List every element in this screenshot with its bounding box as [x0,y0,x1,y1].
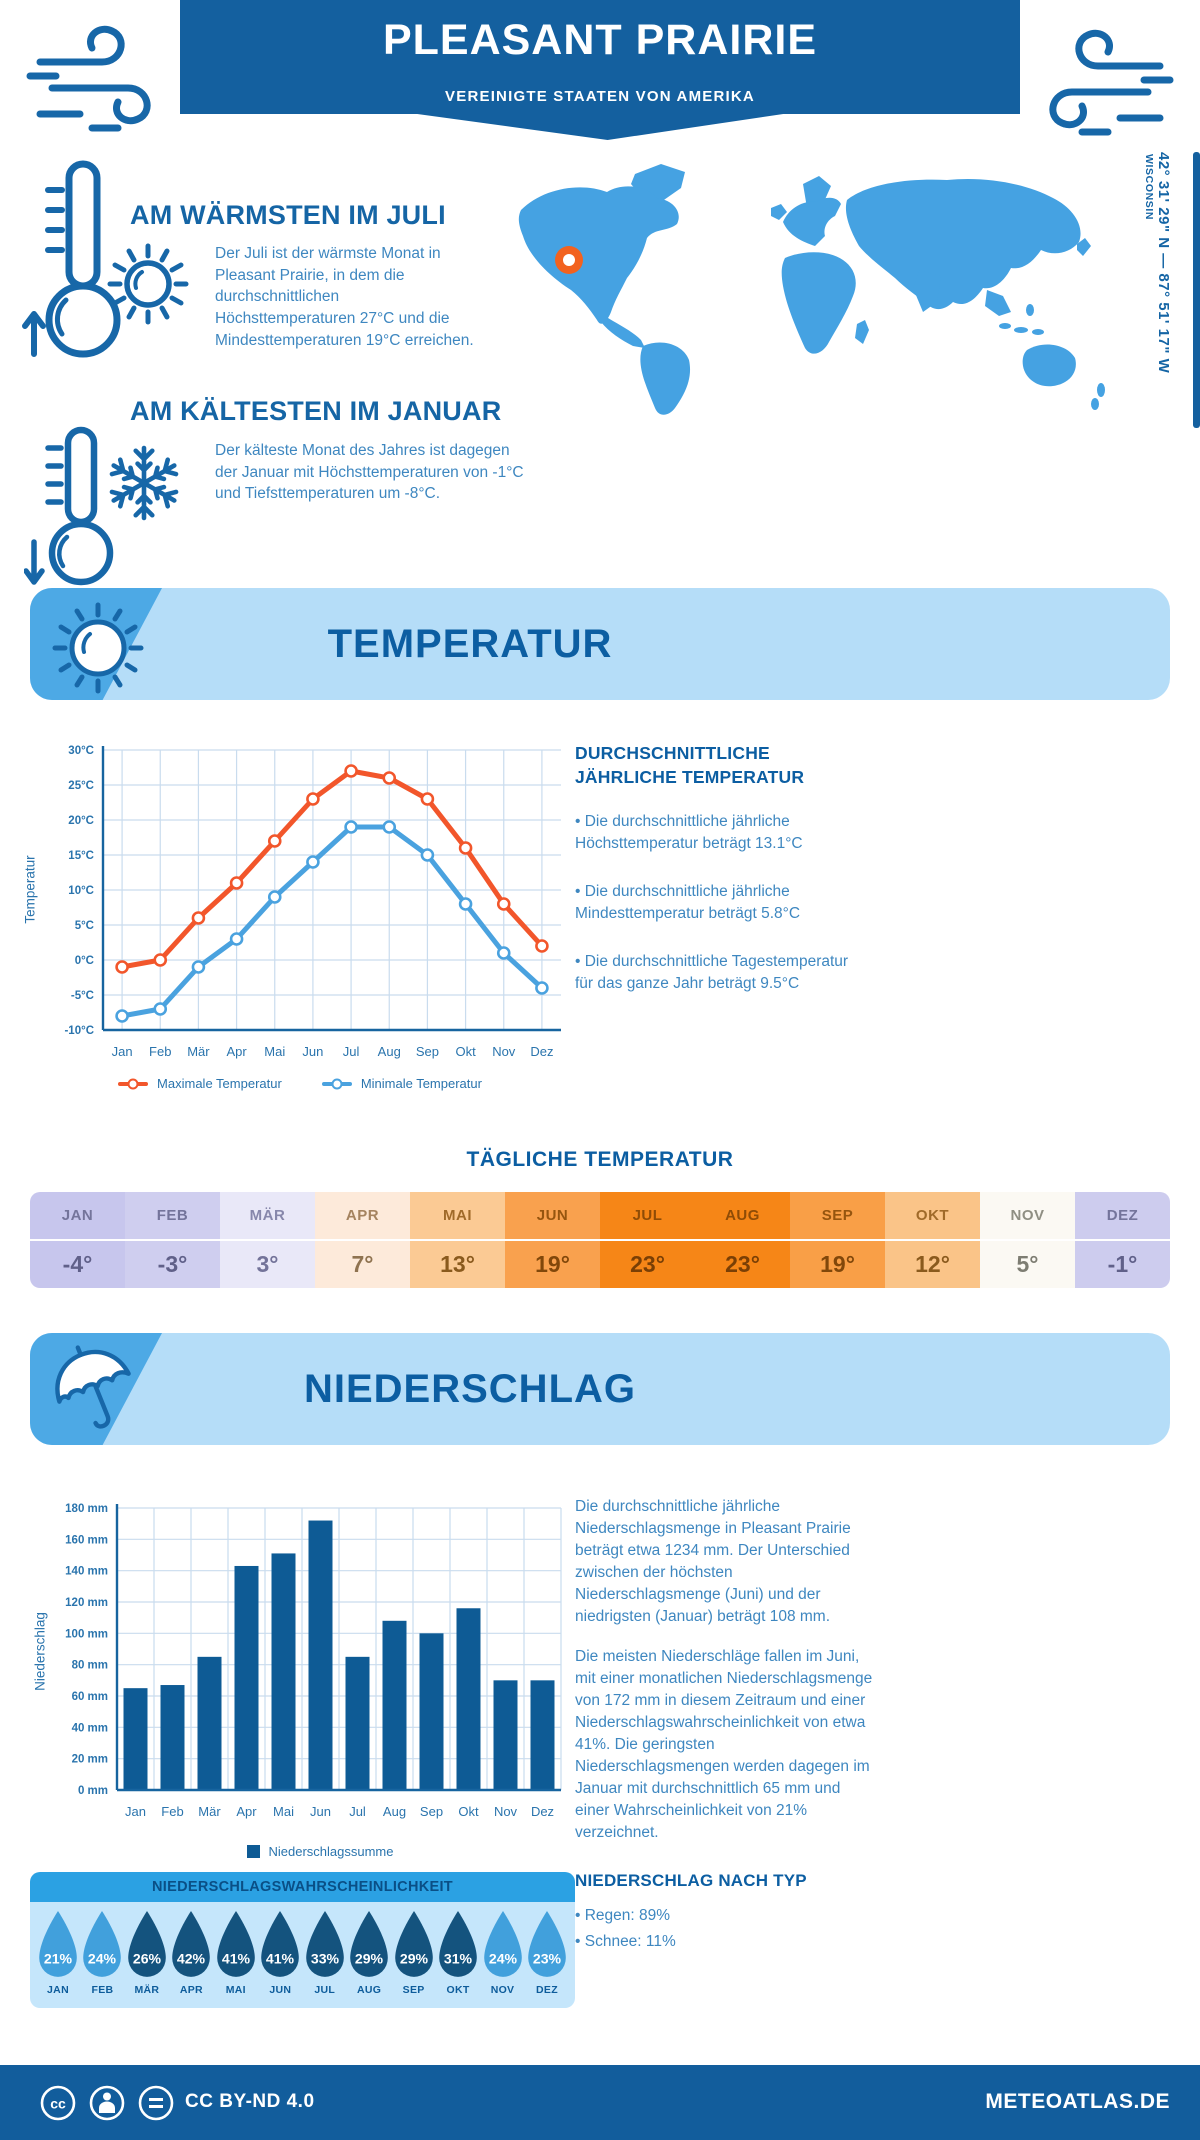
raindrop-icon [437,1910,479,1981]
daily-value-cell: -3° [125,1239,220,1288]
raindrop-icon [348,1910,390,1981]
bullet-item: • Die durchschnittliche Tagestemperatur für das ganze Jahr beträgt 9.5°C [575,951,870,995]
svg-text:24%: 24% [88,1950,117,1967]
svg-text:Jun: Jun [310,1804,331,1819]
drop-month-label: FEB [91,1984,114,1996]
daily-value-cell: 19° [505,1239,600,1288]
drop-month-label: NOV [490,1984,515,1996]
cc-license-icons [38,2083,176,2123]
raindrop-icon [304,1910,346,1981]
license-text: CC BY-ND 4.0 [185,2091,315,2112]
location-marker [555,246,583,274]
legend-item: Maximale Temperatur [118,1076,282,1091]
drop-month-label: JUL [314,1984,336,1996]
svg-text:160 mm: 160 mm [65,1534,108,1547]
daily-month-cell: MÄR [220,1192,315,1239]
svg-text:Aug: Aug [382,1804,407,1819]
drop-month-label: APR [179,1984,203,1996]
precipitation-paragraph-1: Die durchschnittliche jährliche Niederschlagsmenge in Pleasant Prairie beträgt etwa 1234 mm. Der Unterschied zwischen der höchsten Niederschlagsmenge (Juni) und der niedrigsten (Januar) beträgt 108 mm. [575,1498,851,1625]
svg-text:cc: cc [50,2095,66,2112]
daily-value-cell: -1° [1075,1239,1170,1288]
umbrella-icon [42,1336,150,1444]
raindrop-icon [126,1910,168,1981]
raindrop-icon [259,1910,301,1981]
page-title: PLEASANT PRAIRIE [382,16,818,64]
snowflake-icon [98,437,190,529]
svg-text:Okt: Okt [458,1804,479,1819]
legend-swatch [247,1845,260,1858]
region-text: WISCONSIN [1143,154,1155,221]
warm-month-text: Der Juli ist der wärmste Monat in Pleasant Prairie, in dem die durchschnittlichen Höchsttemperaturen 27°C und die Mindesttemperaturen 19°C erreichen. [215,245,474,349]
svg-text:Jan: Jan [125,1804,146,1819]
svg-text:29%: 29% [355,1950,384,1967]
cc-nd-icon [136,2083,176,2123]
drop-month-label: JAN [47,1984,69,1996]
svg-text:42%: 42% [177,1950,206,1967]
precipitation-section-band [30,1333,1170,1445]
probability-drop [347,1910,391,1996]
daily-month-cell: OKT [885,1192,980,1239]
daily-months-row [30,1192,1170,1239]
svg-text:25°C: 25°C [68,780,94,792]
daily-month-cell: SEP [790,1192,885,1239]
probability-drop [436,1910,480,1996]
svg-text:Okt: Okt [455,1044,476,1059]
raindrop-icon [215,1910,257,1981]
daily-value-cell: 12° [885,1239,980,1288]
probability-drop [392,1910,436,1996]
svg-text:-10°C: -10°C [64,1025,94,1037]
temp-y-axis-title: Temperatur [22,855,38,924]
svg-text:60 mm: 60 mm [71,1691,108,1703]
precip-y-axis-title: Niederschlag [32,1612,48,1691]
precipitation-bar-chart [45,1488,575,1840]
cold-month-title: AM KÄLTESTEN IM JANUAR [130,396,502,426]
daily-value-cell: 23° [600,1239,695,1288]
probability-drop [80,1910,124,1996]
temperature-legend [80,1076,520,1091]
daily-month-cell: FEB [125,1192,220,1239]
precipitation-legend [120,1844,520,1859]
world-map [485,148,1130,420]
svg-text:23%: 23% [532,1950,562,1967]
svg-text:24%: 24% [488,1950,517,1967]
probability-drop [36,1910,80,1996]
drop-month-label: MÄR [134,1984,160,1996]
page-subtitle: VEREINIGTE STAATEN VON AMERIKA [445,88,755,105]
sun-band-icon [46,594,146,694]
daily-value-cell: 3° [220,1239,315,1288]
svg-text:Nov: Nov [493,1804,518,1819]
daily-month-cell: AUG [695,1192,790,1239]
svg-text:5°C: 5°C [74,920,94,932]
daily-value-cell: 19° [790,1239,885,1288]
daily-month-cell: JUL [600,1192,695,1239]
raindrop-icon [526,1910,568,1981]
svg-text:Dez: Dez [530,1804,555,1819]
drop-month-label: DEZ [536,1984,558,1996]
daily-values-row [30,1239,1170,1288]
bullet-item: • Regen: 89% [575,1903,873,1929]
svg-text:41%: 41% [221,1950,250,1967]
legend-item: Minimale Temperatur [322,1076,482,1091]
svg-text:Apr: Apr [236,1804,257,1819]
svg-text:0°C: 0°C [74,955,94,967]
continents [519,164,1105,415]
daily-value-cell: 23° [695,1239,790,1288]
svg-text:Feb: Feb [161,1804,184,1819]
svg-text:30°C: 30°C [68,745,94,757]
header-banner-notch [410,113,790,140]
drop-month-label: MAI [225,1984,246,1996]
svg-text:Apr: Apr [226,1044,247,1059]
svg-text:-5°C: -5°C [70,990,94,1002]
precipitation-type-list-wrap [575,1903,873,1954]
svg-text:100 mm: 100 mm [65,1628,108,1641]
svg-text:Jan: Jan [111,1044,133,1059]
temperature-line-chart [45,736,575,1084]
probability-drop [303,1910,347,1996]
drop-month-label: SEP [402,1984,425,1996]
svg-text:Jun: Jun [302,1044,324,1059]
wind-icon [1028,14,1178,164]
daily-month-cell: APR [315,1192,410,1239]
svg-text:41%: 41% [266,1950,295,1967]
probability-drop [525,1910,569,1996]
coordinates-text: 42° 31' 29" N — 87° 51' 17" W [1155,152,1172,374]
daily-value-cell: 13° [410,1239,505,1288]
daily-month-cell: DEZ [1075,1192,1170,1239]
svg-text:0 mm: 0 mm [77,1785,108,1797]
svg-text:Jul: Jul [342,1044,360,1059]
precipitation-type-list [575,1903,873,1954]
daily-month-cell: JAN [30,1192,125,1239]
svg-text:Sep: Sep [415,1044,439,1059]
raindrop-icon [170,1910,212,1981]
svg-text:10°C: 10°C [68,885,94,897]
probability-drop [214,1910,258,1996]
svg-text:Mär: Mär [198,1804,221,1819]
svg-text:20 mm: 20 mm [71,1753,108,1766]
temperature-section-title: TEMPERATUR [327,622,613,666]
daily-temperature-table [30,1192,1170,1288]
drop-month-label: AUG [357,1984,382,1996]
cold-month-text: Der kälteste Monat des Jahres ist dagegen der Januar mit Höchsttemperaturen von -1°C und Tiefsttemperaturen um -8°C. [215,442,524,503]
svg-text:Nov: Nov [492,1044,516,1059]
svg-text:15°C: 15°C [68,850,94,862]
raindrop-icon [393,1910,435,1981]
footer-bar [0,2065,1200,2140]
svg-text:180 mm: 180 mm [65,1503,108,1515]
drop-month-label: JUN [269,1984,292,1996]
annual-bullet-list [575,811,870,995]
svg-text:Jul: Jul [349,1804,366,1819]
site-name: METEOATLAS.DE [985,2090,1170,2113]
precipitation-type-heading: NIEDERSCHLAG NACH TYP [575,1871,807,1890]
annual-heading: DURCHSCHNITTLICHE JÄHRLICHE TEMPERATUR [575,743,805,787]
svg-text:Mär: Mär [187,1044,210,1059]
svg-text:21%: 21% [43,1950,73,1967]
svg-text:20°C: 20°C [68,815,94,827]
side-rule [1193,152,1200,428]
svg-text:120 mm: 120 mm [65,1597,108,1609]
legend-label: Niederschlagssumme [268,1844,394,1859]
cc-icon [38,2083,78,2123]
svg-text:Aug: Aug [377,1044,401,1059]
map-coordinates-block [1124,152,1172,428]
cc-attribution-icon [87,2083,127,2123]
bullet-item: • Die durchschnittliche jährliche Höchsttemperatur beträgt 13.1°C [575,811,870,855]
warm-month-title: AM WÄRMSTEN IM JULI [130,200,446,230]
daily-value-cell: 5° [980,1239,1075,1288]
svg-text:Feb: Feb [149,1044,172,1059]
probability-drop [258,1910,302,1996]
temperature-section-band [30,588,1170,700]
daily-month-cell: MAI [410,1192,505,1239]
probability-drop [481,1910,525,1996]
precipitation-text-block [575,1496,873,1954]
probability-drop [169,1910,213,1996]
svg-text:26%: 26% [132,1950,161,1967]
probability-drops-row [30,1902,575,2008]
probability-box [30,1872,575,2008]
svg-text:29%: 29% [399,1950,428,1967]
probability-title: NIEDERSCHLAGSWAHRSCHEINLICHKEIT [30,1872,575,1902]
svg-text:31%: 31% [443,1950,473,1967]
sun-icon [102,238,194,330]
daily-value-cell: 7° [315,1239,410,1288]
bullet-item: • Schnee: 11% [575,1929,873,1955]
raindrop-icon [37,1910,79,1981]
raindrop-icon [482,1910,524,1981]
svg-text:140 mm: 140 mm [65,1565,108,1578]
legend-item [247,1844,394,1859]
precipitation-paragraph-2: Die meisten Niederschläge fallen im Juni, mit einer monatlichen Niederschlagsmenge von 172 mm in diesem Zeitraum und einer Niederschlagswahrscheinlichkeit von etwa 41%. Die geringsten Niederschlagsmengen werden dagegen im Januar mit durchschnittlich 65 mm und einer Wahrscheinlichkeit von 21% verzeichnet. [575,1648,873,1841]
daily-value-cell: -4° [30,1239,125,1288]
daily-table-title: TÄGLICHE TEMPERATUR [466,1148,734,1171]
svg-text:Sep: Sep [419,1804,444,1819]
svg-text:33%: 33% [310,1950,339,1967]
drop-month-label: OKT [446,1984,470,1996]
bullet-item: • Die durchschnittliche jährliche Mindesttemperatur beträgt 5.8°C [575,881,870,925]
svg-text:40 mm: 40 mm [71,1722,108,1735]
probability-drop [125,1910,169,1996]
svg-text:Mai: Mai [264,1044,286,1059]
daily-month-cell: JUN [505,1192,600,1239]
svg-text:Mai: Mai [273,1804,294,1819]
svg-text:Dez: Dez [530,1044,554,1059]
wind-icon [22,10,172,160]
raindrop-icon [81,1910,123,1981]
svg-text:80 mm: 80 mm [71,1659,108,1672]
annual-temperature-block [575,742,870,1021]
precipitation-section-title: NIEDERSCHLAG [303,1367,637,1411]
daily-month-cell: NOV [980,1192,1075,1239]
